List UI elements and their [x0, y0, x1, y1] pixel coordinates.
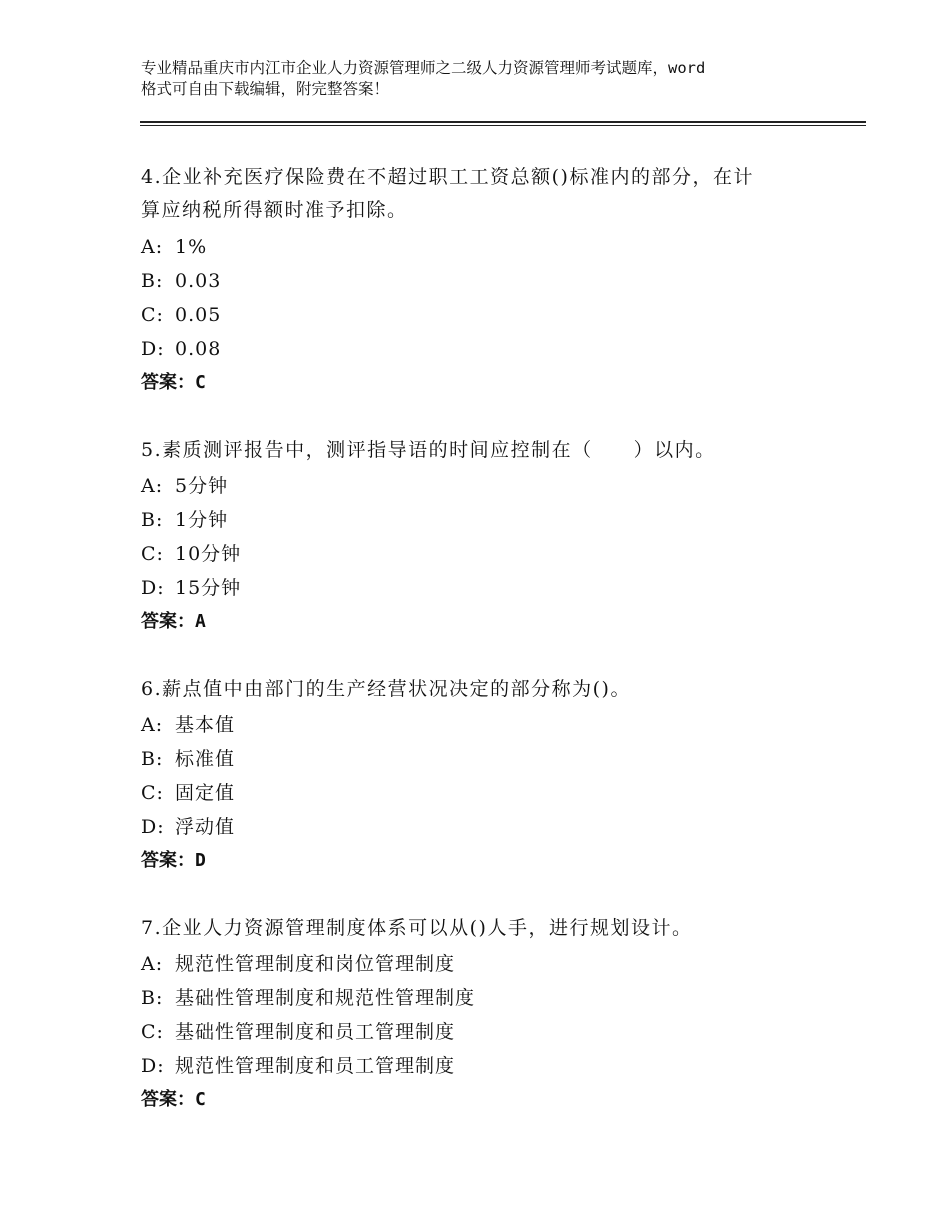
- option-b: [141, 264, 841, 298]
- stem-line: 5.素质测评报告中，测评指导语的时间应控制在（ ）以内。: [141, 439, 716, 461]
- option-a: [141, 230, 841, 264]
- option-c: [141, 298, 841, 332]
- option-b: [141, 503, 841, 537]
- option-label: C:: [141, 304, 164, 326]
- option-b: [141, 981, 841, 1015]
- option-d: [141, 810, 841, 844]
- option-text: 1分钟: [175, 509, 229, 531]
- option-label: B:: [141, 987, 164, 1009]
- option-a: [141, 947, 841, 981]
- stem-line: 4.企业补充医疗保险费在不超过职工工资总额()标准内的部分，在计: [141, 166, 754, 188]
- document-header: [141, 58, 841, 100]
- option-text: 0.03: [175, 270, 222, 292]
- option-text: 标准值: [175, 748, 236, 770]
- option-text: 0.05: [175, 304, 222, 326]
- option-a: [141, 708, 841, 742]
- header-line-1: 专业精品重庆市内江市企业人力资源管理师之二级人力资源管理师考试题库，word: [141, 59, 706, 77]
- option-b: [141, 742, 841, 776]
- option-d: [141, 332, 841, 366]
- question-5: [141, 434, 841, 639]
- option-text: 基本值: [175, 714, 236, 736]
- answer-line: 答案：C: [141, 372, 206, 393]
- option-text: 规范性管理制度和员工管理制度: [175, 1055, 456, 1077]
- question-stem: [141, 434, 841, 467]
- option-a: [141, 469, 841, 503]
- option-d: [141, 571, 841, 605]
- stem-line: 7.企业人力资源管理制度体系可以从()人手，进行规划设计。: [141, 917, 693, 939]
- question-stem: [141, 161, 841, 227]
- option-label: D:: [141, 1055, 165, 1077]
- option-d: [141, 1049, 841, 1083]
- question-6: [141, 673, 841, 878]
- question-4: [141, 161, 841, 400]
- option-text: 浮动值: [175, 816, 236, 838]
- option-label: D:: [141, 816, 165, 838]
- stem-line: 6.薪点值中由部门的生产经营状况决定的部分称为()。: [141, 678, 631, 700]
- option-label: A:: [141, 714, 164, 736]
- answer-line: 答案：C: [141, 1089, 206, 1110]
- option-text: 15分钟: [175, 577, 242, 599]
- option-c: [141, 537, 841, 571]
- option-text: 10分钟: [175, 543, 242, 565]
- answer-line: 答案：D: [141, 850, 206, 871]
- question-7: [141, 912, 841, 1117]
- option-label: A:: [141, 236, 164, 258]
- option-label: B:: [141, 748, 164, 770]
- option-label: A:: [141, 475, 164, 497]
- option-text: 5分钟: [175, 475, 229, 497]
- stem-line: 算应纳税所得额时准予扣除。: [141, 199, 408, 221]
- option-label: C:: [141, 1021, 164, 1043]
- header-divider-thin: [140, 125, 866, 126]
- header-line-2: 格式可自由下载编辑，附完整答案！: [141, 80, 390, 98]
- option-text: 固定值: [175, 782, 236, 804]
- option-label: D:: [141, 577, 165, 599]
- question-stem: [141, 673, 841, 706]
- header-divider-thick: [140, 121, 866, 123]
- option-text: 基础性管理制度和员工管理制度: [175, 1021, 456, 1043]
- option-text: 1%: [175, 236, 208, 258]
- option-label: B:: [141, 509, 164, 531]
- option-text: 0.08: [175, 338, 222, 360]
- answer-line: 答案：A: [141, 611, 206, 632]
- option-text: 基础性管理制度和规范性管理制度: [175, 987, 476, 1009]
- option-text: 规范性管理制度和岗位管理制度: [175, 953, 456, 975]
- option-c: [141, 1015, 841, 1049]
- option-label: C:: [141, 782, 164, 804]
- option-label: C:: [141, 543, 164, 565]
- option-label: A:: [141, 953, 164, 975]
- question-stem: [141, 912, 841, 945]
- option-label: D:: [141, 338, 165, 360]
- option-label: B:: [141, 270, 164, 292]
- option-c: [141, 776, 841, 810]
